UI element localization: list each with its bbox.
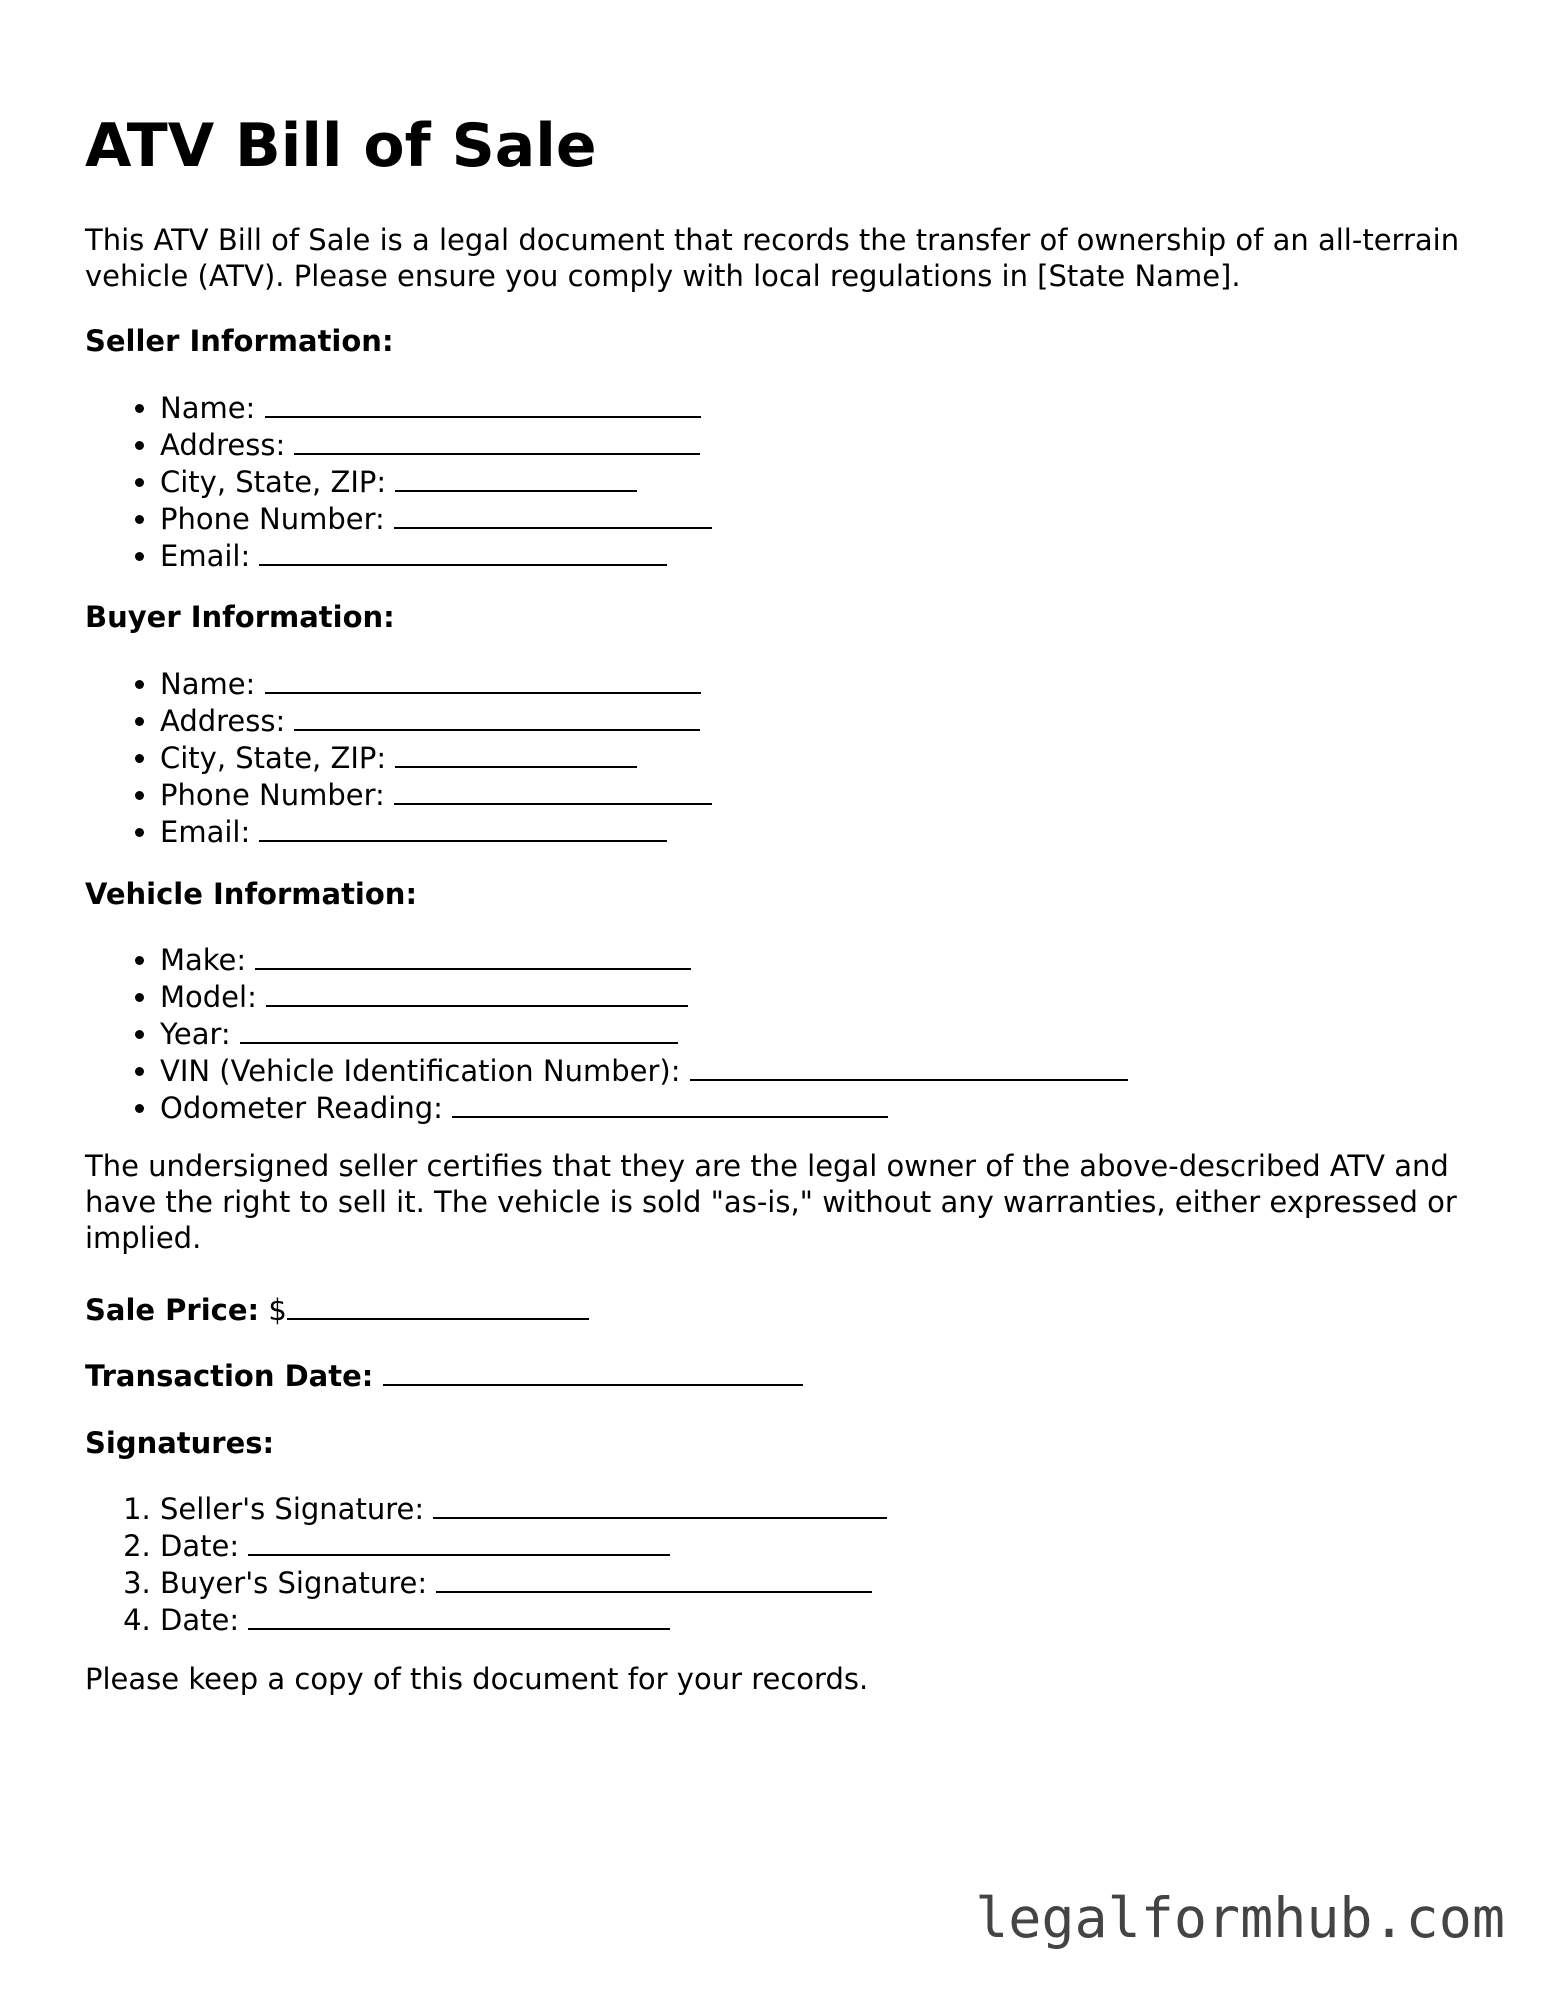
buyer-date-blank[interactable] [248,1601,670,1630]
intro-paragraph: This ATV Bill of Sale is a legal document that records the transfer of ownership of an all-terrain vehicle (ATV). Please ensure you comply with local regulations in [State Name]. [85,223,1460,293]
seller-name-item [160,389,712,426]
seller-email-item [160,537,712,574]
vehicle-fields-list [85,941,1128,1126]
seller-date-blank[interactable] [248,1527,670,1556]
buyer-fields-list [85,665,712,850]
field-label: Address: [160,704,295,738]
vehicle-make-blank[interactable] [255,941,691,970]
buyer-email-item [160,813,712,850]
buyer-name-blank[interactable] [265,665,701,694]
buyer-signature-blank[interactable] [436,1564,872,1593]
buyer-city-state-zip-blank[interactable] [395,739,637,768]
seller-name-blank[interactable] [265,389,701,418]
buyer-address-blank[interactable] [294,702,700,731]
field-label: Odometer Reading: [160,1091,453,1125]
vehicle-year-item [160,1015,1128,1052]
buyer-address-item [160,702,712,739]
field-label: Email: [160,815,260,849]
seller-email-blank[interactable] [259,537,667,566]
buyer-signature-item [160,1564,887,1601]
seller-signature-blank[interactable] [433,1490,887,1519]
dollar-sign: $ [259,1293,287,1327]
buyer-phone-blank[interactable] [394,776,712,805]
field-label: Phone Number: [160,778,395,812]
field-label: Email: [160,539,260,573]
signatures-list [85,1490,887,1638]
field-label: Date: [160,1603,249,1637]
buyer-section-heading: Buyer Information: [85,600,395,634]
seller-fields-list [85,389,712,574]
sale-price-line [85,1291,589,1328]
field-label: Model: [160,980,267,1014]
buyer-name-item [160,665,712,702]
vehicle-odometer-item [160,1089,1128,1126]
seller-signature-item [160,1490,887,1527]
field-label: Name: [160,667,265,701]
seller-city-state-zip-blank[interactable] [395,463,637,492]
buyer-date-item [160,1601,887,1638]
sale-price-blank[interactable] [287,1291,589,1320]
seller-section-heading: Seller Information: [85,324,394,358]
field-label: City, State, ZIP: [160,465,396,499]
vehicle-model-blank[interactable] [266,978,688,1007]
vehicle-year-blank[interactable] [240,1015,678,1044]
seller-address-blank[interactable] [294,426,700,455]
site-watermark: legalformhub.com [975,1886,1505,1950]
vehicle-make-item [160,941,1128,978]
signatures-section-heading: Signatures: [85,1426,275,1460]
vehicle-section-heading: Vehicle Information: [85,877,418,911]
buyer-email-blank[interactable] [259,813,667,842]
field-label: VIN (Vehicle Identification Number): [160,1054,690,1088]
buyer-phone-item [160,776,712,813]
field-label: City, State, ZIP: [160,741,396,775]
transaction-date-line [85,1357,803,1394]
certification-paragraph: The undersigned seller certifies that they are the legal owner of the above-described ATV and have the right to sell it. The vehicle is sold "as-is," without any warranties, either expressed or implied. [85,1149,1457,1255]
field-label: Date: [160,1529,249,1563]
closing-note: Please keep a copy of this document for your records. [85,1662,869,1696]
field-label: Seller's Signature: [160,1492,434,1526]
field-label: Make: [160,943,256,977]
seller-phone-blank[interactable] [394,500,712,529]
vehicle-vin-item [160,1052,1128,1089]
seller-phone-item [160,500,712,537]
vehicle-model-item [160,978,1128,1015]
buyer-city-state-zip-item [160,739,712,776]
seller-date-item [160,1527,887,1564]
vehicle-odometer-blank[interactable] [452,1089,888,1118]
field-label: Name: [160,391,265,425]
field-label: Phone Number: [160,502,395,536]
seller-address-item [160,426,712,463]
sale-price-label: Sale Price: [85,1293,260,1327]
transaction-date-blank[interactable] [383,1357,803,1386]
field-label: Address: [160,428,295,462]
field-label: Year: [160,1017,240,1051]
document-title: ATV Bill of Sale [85,111,597,181]
vehicle-vin-blank[interactable] [690,1052,1128,1081]
transaction-date-label: Transaction Date: [85,1359,374,1393]
field-label: Buyer's Signature: [160,1566,437,1600]
seller-city-state-zip-item [160,463,712,500]
